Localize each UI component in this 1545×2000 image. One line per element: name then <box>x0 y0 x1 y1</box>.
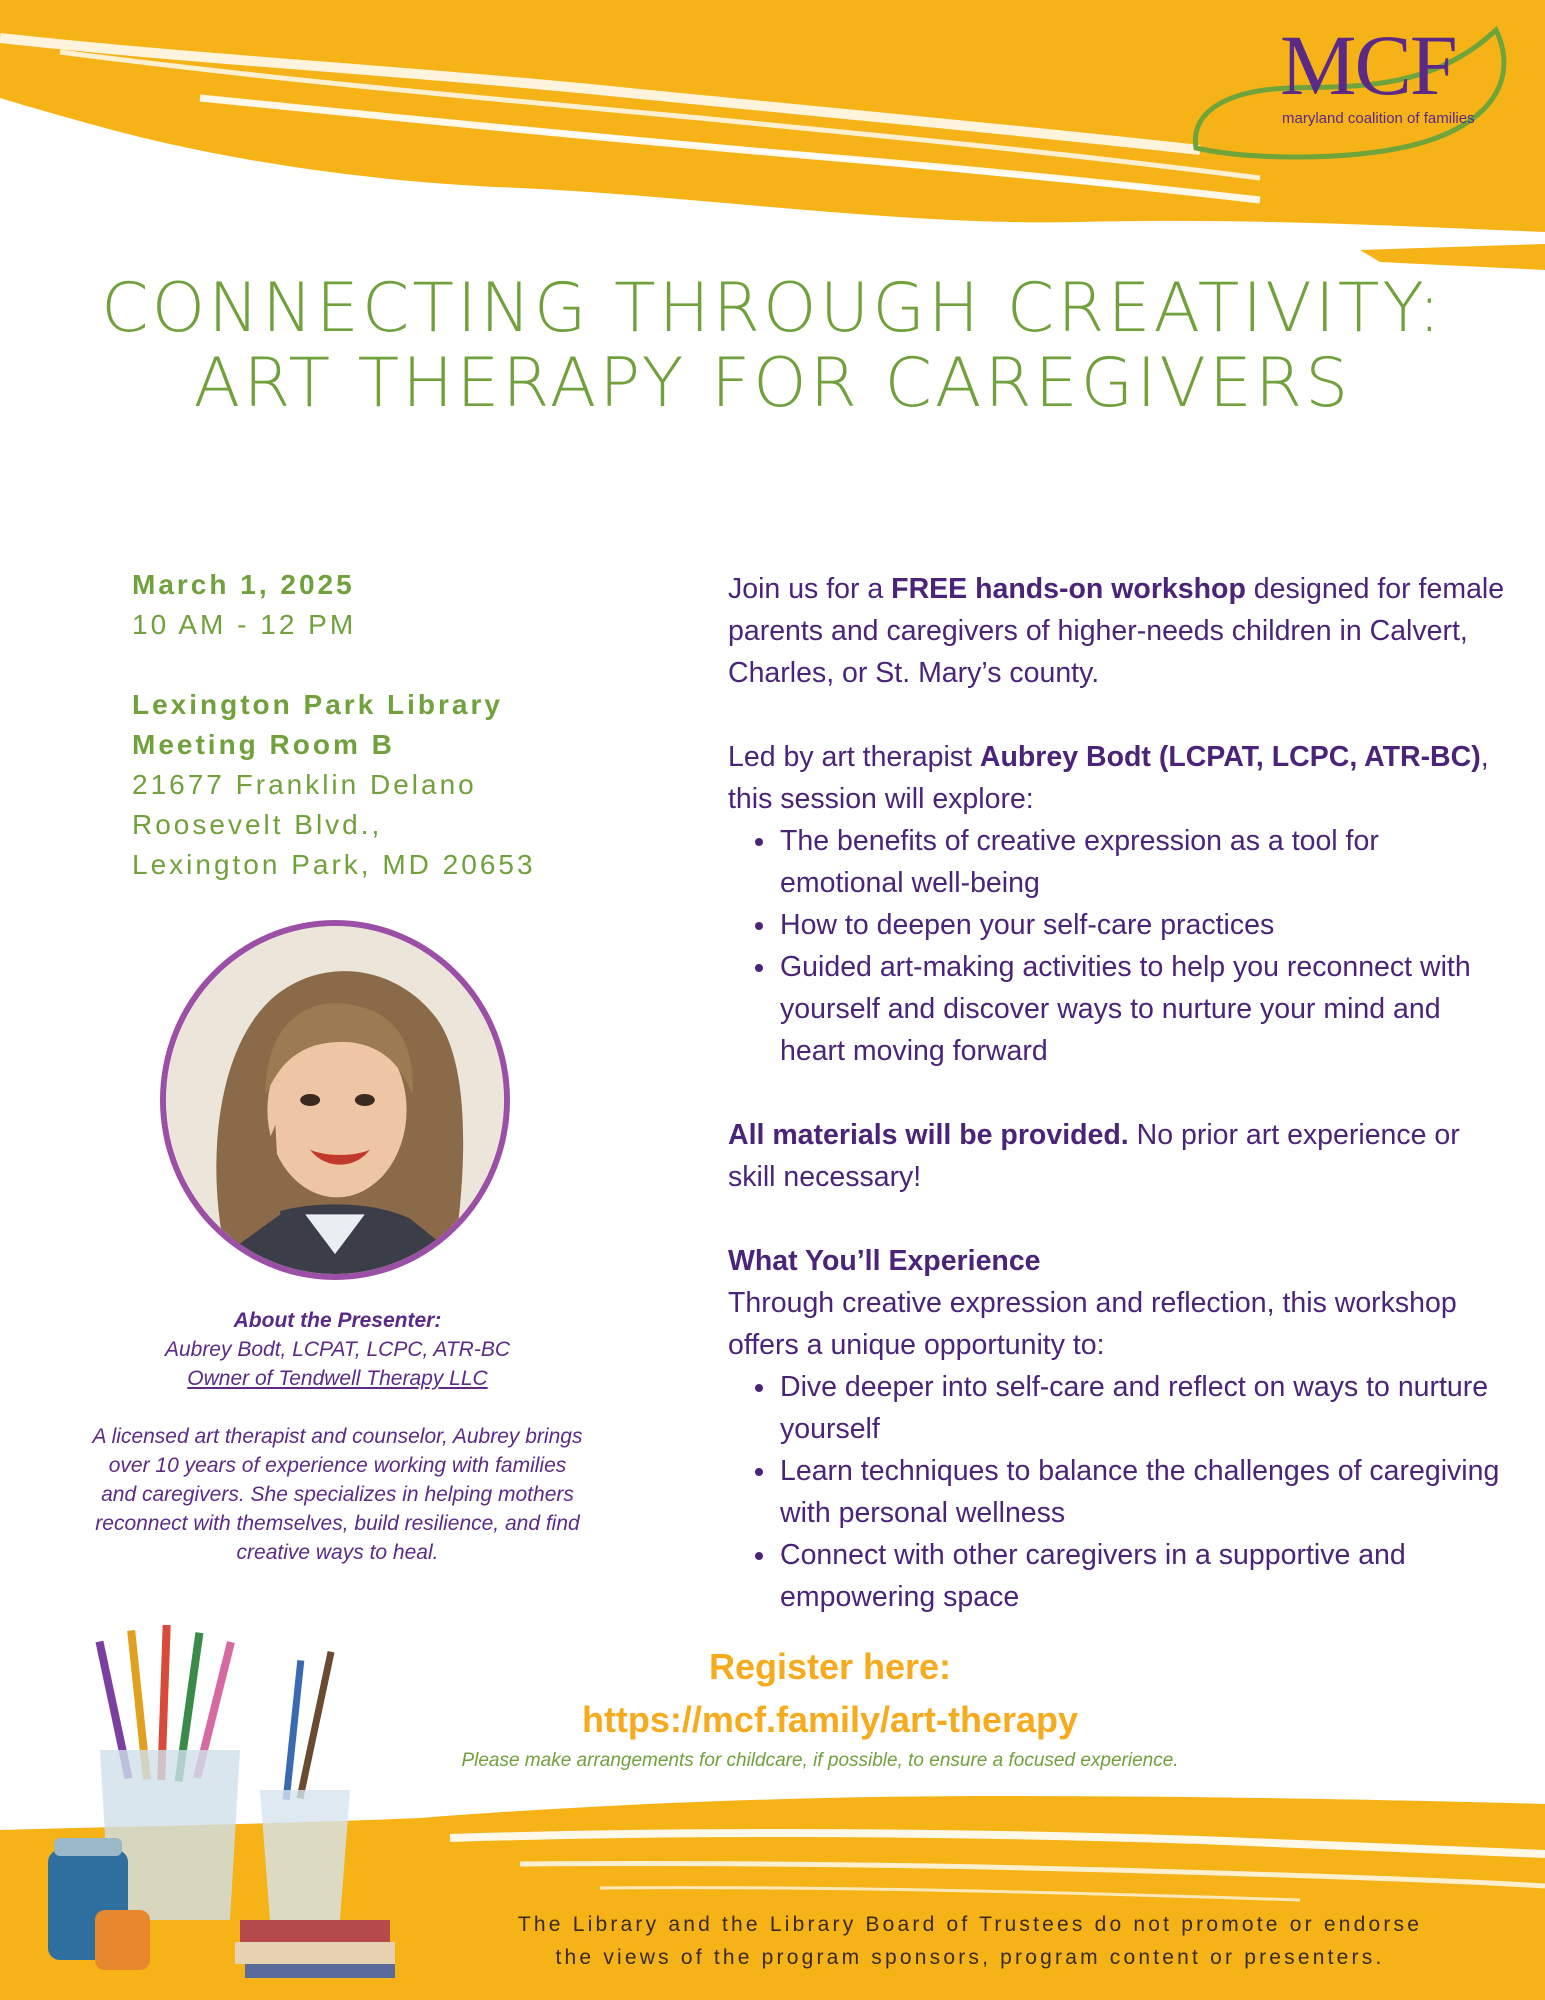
materials-paragraph: All materials will be provided. No prior art experience or skill necessary! <box>728 1119 1460 1193</box>
event-address-2: Roosevelt Blvd., <box>132 809 383 840</box>
library-disclaimer <box>430 1908 1510 1974</box>
explore-list <box>728 820 1508 1072</box>
disclaimer-line-2: the views of the program sponsors, program content or presenters. <box>555 1946 1385 1969</box>
title-line-2: ART THERAPY FOR CAREGIVERS <box>193 343 1352 423</box>
presenter-name: Aubrey Bodt, LCPAT, LCPC, ATR-BC <box>164 1338 511 1361</box>
list-item: • How to deepen your self-care practices <box>778 904 1508 946</box>
list-item: • Dive deeper into self-care and reflect on ways to nurture yourself <box>778 1366 1508 1450</box>
event-venue: Lexington Park Library <box>132 689 503 720</box>
mcf-logo <box>1190 17 1520 160</box>
presenter-owner-link[interactable]: Owner of Tendwell Therapy LLC <box>187 1367 488 1390</box>
orange-jar-icon <box>95 1910 150 1970</box>
glass-jar-icon <box>260 1790 350 1920</box>
intro-paragraph: Join us for a FREE hands-on workshop designed for female parents and caregivers of higher-needs children in Calvert, Charles, or St. Mary’s county. <box>728 573 1505 689</box>
list-item: • The benefits of creative expression as a tool for emotional well-being <box>778 820 1508 904</box>
logo-mark: MCF <box>1280 17 1456 113</box>
event-address-1: 21677 Franklin Delano <box>132 769 477 800</box>
list-item: • Learn techniques to balance the challenges of caregiving with personal wellness <box>778 1450 1508 1534</box>
book-icon <box>240 1920 390 1942</box>
presenter-info <box>90 1306 585 1567</box>
register-url-link[interactable]: https://mcf.family/art-therapy <box>581 1699 1079 1740</box>
list-item: • Guided art-making activities to help you reconnect with yourself and discover ways to nurture your mind and heart moving forward <box>778 946 1508 1072</box>
presenter-bio: A licensed art therapist and counselor, Aubrey brings over 10 years of experience working with families and caregivers. She specializes in helping mothers reconnect with themselves, build resilience, and find creative ways to heal. <box>92 1425 583 1564</box>
event-details <box>132 565 652 885</box>
experience-list <box>728 1366 1508 1618</box>
list-item: • Connect with other caregivers in a supportive and empowering space <box>778 1534 1508 1618</box>
led-by-paragraph: Led by art therapist Aubrey Bodt (LCPAT, LCPC, ATR-BC), this session will explore: <box>728 741 1489 815</box>
presenter-photo <box>160 920 510 1280</box>
logo-tagline: maryland coalition of families <box>1282 110 1475 127</box>
disclaimer-line-1: The Library and the Library Board of Trustees do not promote or endorse <box>517 1913 1423 1936</box>
register-block <box>330 1640 1330 1746</box>
presenter-label: About the Presenter: <box>233 1309 442 1332</box>
experience-heading: What You’ll Experience <box>728 1245 1041 1277</box>
title-line-1: CONNECTING THROUGH CREATIVITY: <box>101 269 1444 348</box>
page-title <box>0 269 1545 423</box>
childcare-note: Please make arrangements for childcare, if possible, to ensure a focused experience. <box>461 1750 1179 1771</box>
experience-intro: Through creative expression and reflection, this workshop offers a unique opportunity to: <box>728 1287 1457 1361</box>
workshop-description <box>728 568 1508 1618</box>
event-time: 10 AM - 12 PM <box>132 609 357 640</box>
event-address-3: Lexington Park, MD 20653 <box>132 849 536 880</box>
event-date: March 1, 2025 <box>132 569 355 600</box>
event-room: Meeting Room B <box>132 729 395 760</box>
register-label: Register here: <box>708 1646 952 1687</box>
presenter-portrait-icon <box>166 926 504 1274</box>
